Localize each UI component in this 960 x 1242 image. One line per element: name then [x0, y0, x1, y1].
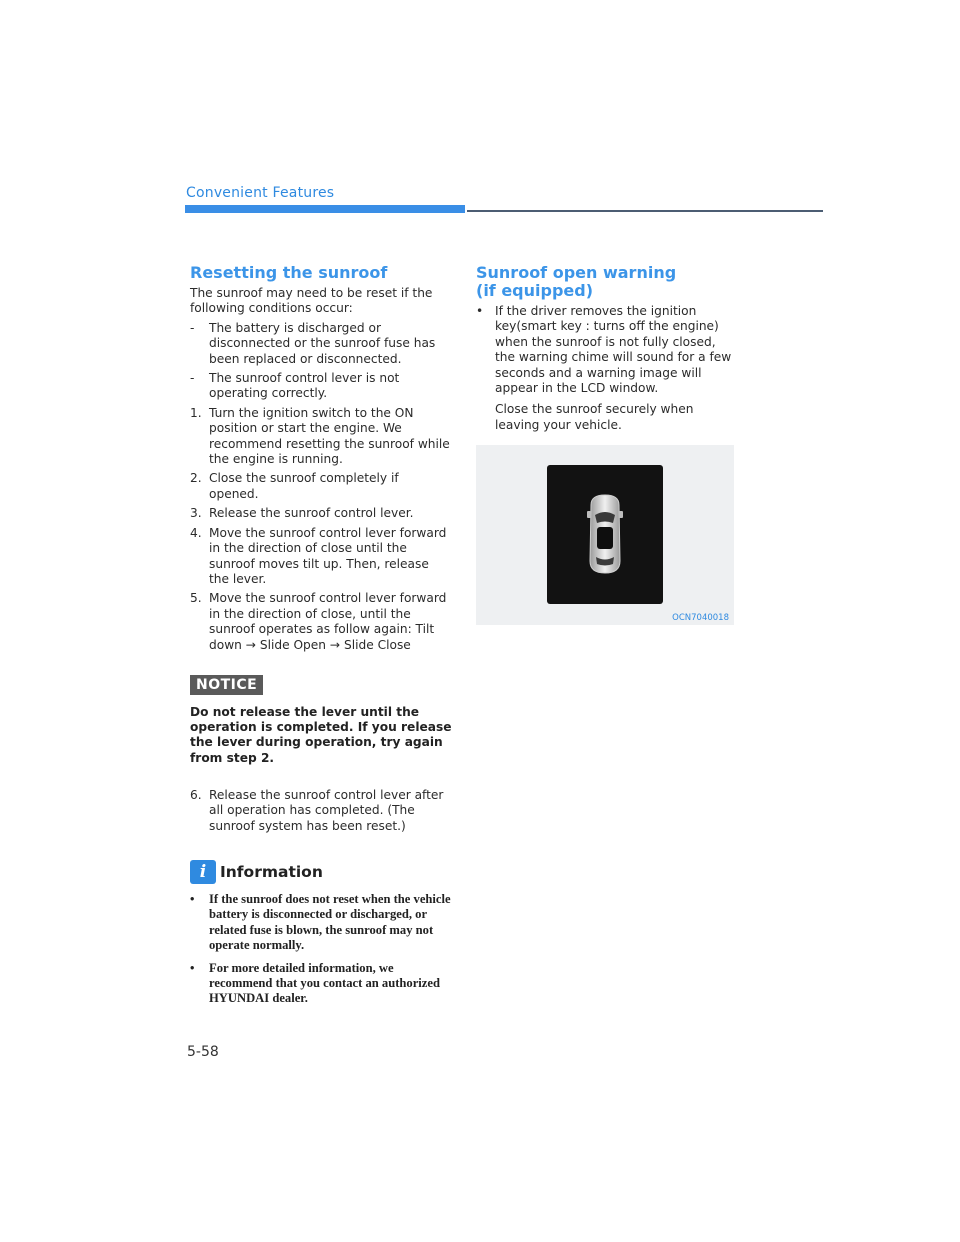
list-item: 4. Move the sunroof control lever forward in the direction of close until the sunroof moves tilt up. Then, release the lever. [190, 525, 447, 586]
page-number: 5-58 [187, 1044, 219, 1060]
intro-paragraph: The sunroof may need to be reset if the following conditions occur: [190, 286, 433, 316]
header-rule [467, 210, 823, 212]
section-title: Convenient Features [186, 185, 335, 201]
list-item: - The sunroof control lever is not operating correctly. [190, 371, 400, 401]
list-item: 1. Turn the ignition switch to the ON position or start the engine. We recommend resetting the sunroof while the engine is running. [190, 405, 450, 467]
left-column [190, 264, 452, 1014]
list-item: • For more detailed information, we recommend that you contact an authorized HYUNDAI dealer. [190, 960, 440, 1006]
list-item: 6. Release the sunroof control lever after all operation has completed. (The sunroof system has been reset.) [190, 787, 444, 833]
list-item: 3. Release the sunroof control lever. [190, 506, 414, 521]
notice-badge: NOTICE [190, 675, 263, 695]
information-title: Information [220, 862, 323, 881]
step-list-continued [190, 788, 452, 834]
header-accent-bar [185, 205, 465, 213]
notice-text: Do not release the lever until the operation is completed. If you release the lever during operation, try again from step 2. [190, 704, 452, 765]
figure-code: OCN7040018 [672, 613, 729, 624]
heading-resetting-sunroof: Resetting the sunroof [190, 263, 388, 282]
list-item: - The battery is discharged or disconnected or the sunroof fuse has been replaced or disconnected. [190, 320, 436, 366]
right-column [476, 264, 738, 625]
list-item: 2. Close the sunroof completely if opened. [190, 471, 399, 501]
warning-list [476, 304, 738, 433]
list-item: 5. Move the sunroof control lever forward in the direction of close, until the sunroof operates as follow again: Tilt down → Slide Open → Slide Close [190, 591, 447, 652]
heading-sunroof-open-warning: Sunroof open warning (if equipped) [476, 263, 677, 300]
car-top-view-open-sunroof-icon [547, 465, 663, 604]
lcd-screen [547, 465, 663, 604]
condition-list [190, 321, 452, 402]
list-item: • If the driver removes the ignition key(smart key : turns off the engine) when the sunroof is not fully closed, the warning chime will sound for a few seconds and a warning image will appear in the LCD window. Close the sunroof securely when leaving your vehicle. [476, 304, 738, 433]
info-icon: i [190, 860, 216, 884]
step-list [190, 406, 452, 653]
lcd-warning-figure [476, 445, 734, 625]
information-header [190, 860, 452, 884]
followup-text: Close the sunroof securely when leaving your vehicle. [495, 402, 694, 432]
information-list [190, 892, 452, 1007]
list-item: • If the sunroof does not reset when the vehicle battery is disconnected or discharged, or related fuse is blown, the sunroof may not operate normally. [190, 891, 451, 953]
